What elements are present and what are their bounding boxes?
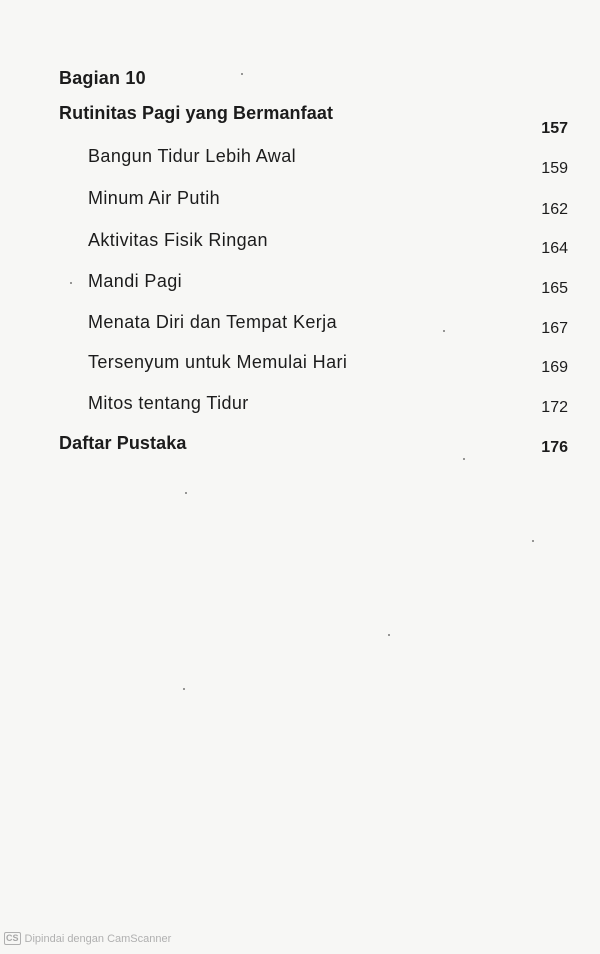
- bibliography-title: Daftar Pustaka: [59, 433, 187, 453]
- chapter-entry: [0, 103, 600, 137]
- toc-entry: [0, 188, 600, 218]
- toc-entry: [0, 271, 600, 297]
- entry-title: Bangun Tidur Lebih Awal: [88, 146, 297, 166]
- toc-entry: [0, 352, 600, 378]
- entry-page-number: 164: [541, 240, 568, 257]
- toc-entry: [0, 312, 600, 338]
- scan-speck: [70, 282, 72, 284]
- entry-title: Mitos tentang Tidur: [88, 393, 249, 413]
- bibliography-page-number: 176: [541, 439, 568, 456]
- bibliography-entry: [0, 433, 600, 459]
- entry-title: Menata Diri dan Tempat Kerja: [88, 312, 337, 332]
- toc-entry: [0, 230, 600, 256]
- part-label: Bagian 10: [59, 68, 146, 88]
- toc-entry: [0, 393, 600, 419]
- entry-page-number: 165: [541, 280, 568, 297]
- toc-entry: [0, 146, 600, 177]
- chapter-page-number: 157: [541, 120, 568, 137]
- entry-page-number: 172: [541, 399, 568, 416]
- camscanner-logo-icon: CS: [6, 933, 19, 943]
- scan-speck: [241, 73, 243, 75]
- scan-speck: [532, 540, 534, 542]
- entry-page-number: 169: [541, 359, 568, 376]
- chapter-title: Rutinitas Pagi yang Bermanfaat: [59, 103, 334, 123]
- entry-title: Aktivitas Fisik Ringan: [88, 230, 268, 250]
- entry-page-number: 167: [541, 320, 568, 337]
- scan-speck: [183, 688, 185, 690]
- scan-speck: [463, 458, 465, 460]
- entry-title: Mandi Pagi: [88, 271, 183, 291]
- entry-page-number: 162: [541, 201, 568, 218]
- scan-speck: [388, 634, 390, 636]
- entry-page-number: 159: [541, 160, 568, 177]
- scan-speck: [443, 330, 445, 332]
- entry-title: Minum Air Putih: [88, 188, 221, 208]
- scanner-watermark: [4, 932, 171, 945]
- scan-speck: [185, 492, 187, 494]
- watermark-text: Dipindai dengan CamScanner: [24, 932, 172, 945]
- entry-title: Tersenyum untuk Memulai Hari: [88, 352, 348, 372]
